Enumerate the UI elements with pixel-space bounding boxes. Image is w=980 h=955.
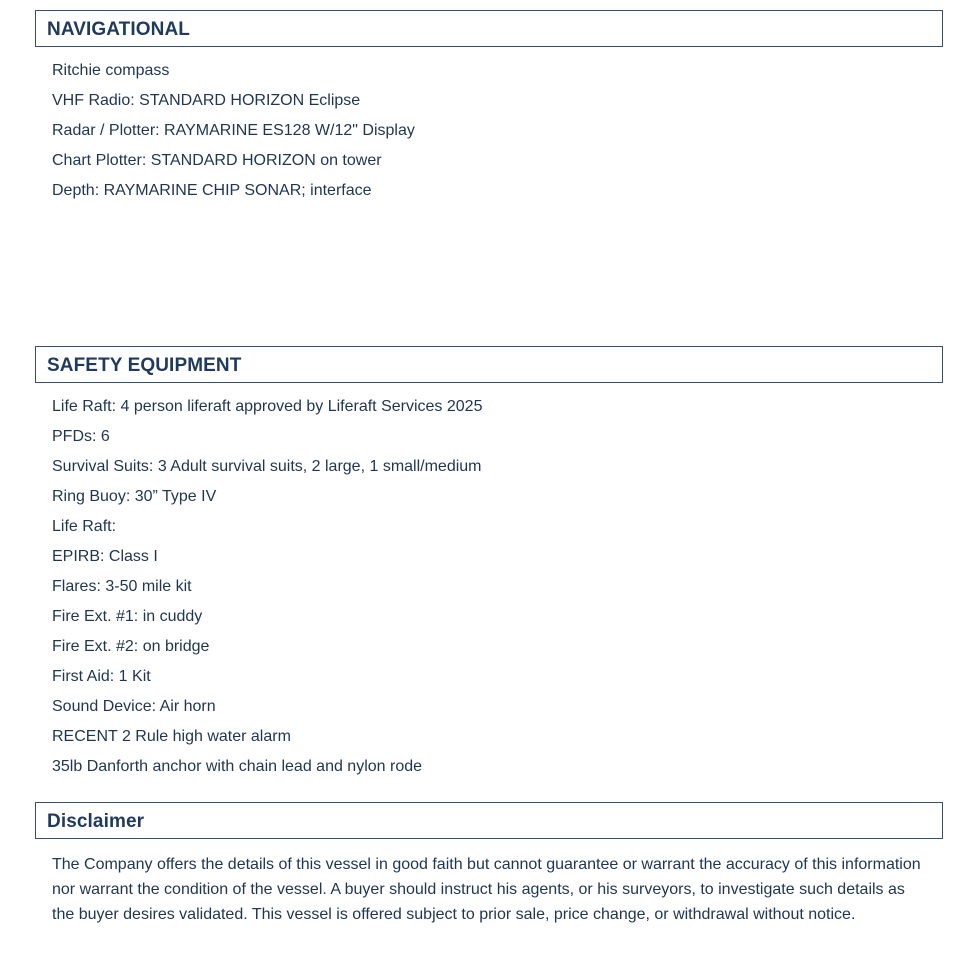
disclaimer-section-header [35, 802, 943, 839]
list-item: VHF Radio: STANDARD HORIZON Eclipse [52, 92, 361, 109]
list-item: Ritchie compass [52, 62, 170, 79]
safety-title: SAFETY EQUIPMENT [47, 355, 242, 376]
list-item: Life Raft: [52, 518, 117, 535]
list-item: Flares: 3-50 mile kit [52, 578, 192, 595]
safety-section-header [35, 346, 943, 383]
navigational-section-header [35, 10, 943, 47]
list-item: PFDs: 6 [52, 428, 110, 445]
list-item: 35lb Danforth anchor with chain lead and nylon rode [52, 758, 423, 775]
list-item: Fire Ext. #2: on bridge [52, 638, 210, 655]
list-item: First Aid: 1 Kit [52, 668, 151, 685]
navigational-title: NAVIGATIONAL [47, 19, 190, 40]
list-item: Sound Device: Air horn [52, 698, 216, 715]
safety-list [52, 397, 482, 787]
list-item: Radar / Plotter: RAYMARINE ES128 W/12" Display [52, 122, 415, 139]
list-item: Life Raft: 4 person liferaft approved by Liferaft Services 2025 [52, 398, 483, 415]
disclaimer-title: Disclaimer [47, 811, 145, 832]
disclaimer-text: The Company offers the details of this vessel in good faith but cannot guarantee or warrant the accuracy of this information nor warrant the condition of the vessel. A buyer should instruct his agents, or his surveyors, to investigate such details as the buyer desires validated. This vessel is offered subject to prior sale, price change, or withdrawal without notice. [52, 856, 921, 923]
list-item: Ring Buoy: 30” Type IV [52, 488, 217, 505]
list-item: RECENT 2 Rule high water alarm [52, 728, 291, 745]
list-item: Survival Suits: 3 Adult survival suits, 2 large, 1 small/medium [52, 458, 482, 475]
list-item: EPIRB: Class I [52, 548, 158, 565]
list-item: Fire Ext. #1: in cuddy [52, 608, 203, 625]
navigational-list [52, 61, 415, 211]
list-item: Depth: RAYMARINE CHIP SONAR; interface [52, 182, 372, 199]
list-item: Chart Plotter: STANDARD HORIZON on tower [52, 152, 382, 169]
